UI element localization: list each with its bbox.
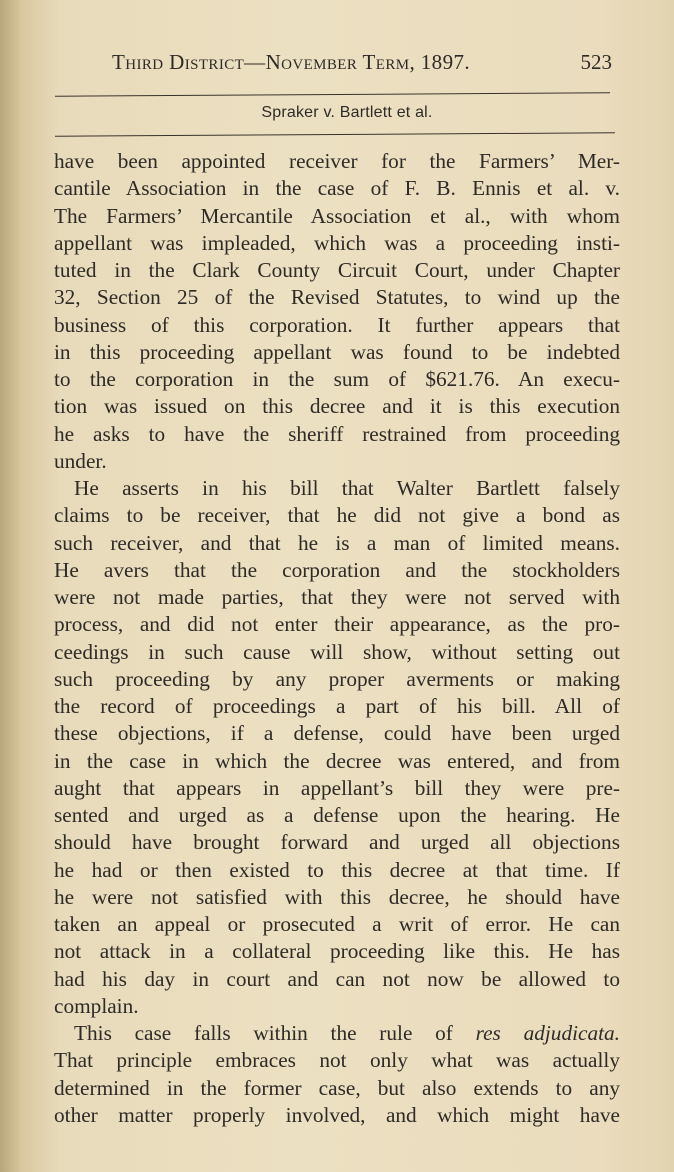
text-line: cantile Association in the case of F. B. Ennis et al. v. bbox=[54, 176, 620, 201]
text-line: have been appointed receiver for the Farmers’ Mer- bbox=[54, 149, 620, 173]
text-line: 32, Section 25 of the Revised Statutes, to wind up the bbox=[54, 285, 620, 310]
text-line: to the corporation in the sum of $621.76. An execu- bbox=[54, 367, 620, 391]
text-line: appellant was impleaded, which was a proceeding insti- bbox=[54, 230, 620, 255]
header-rule-top bbox=[55, 92, 610, 96]
body-text bbox=[54, 148, 620, 1129]
text-line bbox=[54, 1020, 620, 1047]
text-line: That principle embraces not only what was actually bbox=[54, 1048, 620, 1073]
text-line: such proceeding by any proper averments or making bbox=[54, 666, 620, 691]
text-line: such receiver, and that he is a man of limited means. bbox=[54, 530, 620, 555]
text-line: determined in the former case, but also extends to any bbox=[54, 1075, 620, 1100]
text-line: he were not satisfied with this decree, he should have bbox=[54, 884, 620, 909]
header-rule-bottom bbox=[55, 132, 615, 136]
text-line: the record of proceedings a part of his bill. All of bbox=[54, 694, 620, 718]
text-line: claims to be receiver, that he did not give a bond as bbox=[54, 503, 620, 528]
text-line: business of this corporation. It further appears that bbox=[54, 312, 620, 337]
running-title: Third District—November Term, 1897. bbox=[112, 50, 471, 74]
text-line: ceedings in such cause will show, without setting out bbox=[54, 639, 620, 664]
text-line: taken an appeal or prosecuted a writ of error. He can bbox=[54, 912, 620, 936]
running-head bbox=[112, 50, 612, 80]
case-caption: Spraker v. Bartlett et al. bbox=[261, 104, 433, 121]
text-line: complain. bbox=[54, 993, 139, 1018]
italic-phrase: res adjudicata. bbox=[475, 1021, 620, 1045]
text-line: aught that appears in appellant’s bill they were pre- bbox=[54, 775, 620, 800]
text-line: He asserts in his bill that Walter Bartlett falsely bbox=[74, 476, 620, 500]
text-run: This case falls within the rule of bbox=[74, 1021, 476, 1045]
text-line: tuted in the Clark County Circuit Court, under Chapter bbox=[54, 258, 620, 282]
text-line: were not made parties, that they were not served with bbox=[54, 585, 620, 609]
page-number: 523 bbox=[580, 50, 612, 74]
text-line: process, and did not enter their appearance, as the pro- bbox=[54, 612, 620, 637]
text-line: tion was issued on this decree and it is this execution bbox=[54, 394, 620, 419]
text-line: other matter properly involved, and which might have bbox=[54, 1102, 620, 1127]
text-line: He avers that the corporation and the stockholders bbox=[54, 557, 620, 582]
text-line: had his day in court and can not now be allowed to bbox=[54, 966, 620, 991]
text-line: should have brought forward and urged all objections bbox=[54, 830, 620, 855]
text-line: he asks to have the sheriff restrained from proceeding bbox=[54, 421, 620, 446]
text-line: in this proceeding appellant was found to be indebted bbox=[54, 339, 620, 364]
text-line: these objections, if a defense, could have been urged bbox=[54, 721, 620, 746]
text-line: sented and urged as a defense upon the hearing. He bbox=[54, 803, 620, 827]
text-line: not attack in a collateral proceeding like this. He has bbox=[54, 939, 620, 964]
text-line: in the case in which the decree was entered, and from bbox=[54, 748, 620, 773]
text-line: The Farmers’ Mercantile Association et al., with whom bbox=[54, 203, 620, 228]
text-line: he had or then existed to this decree at that time. If bbox=[54, 857, 620, 882]
text-line: under. bbox=[54, 448, 107, 473]
